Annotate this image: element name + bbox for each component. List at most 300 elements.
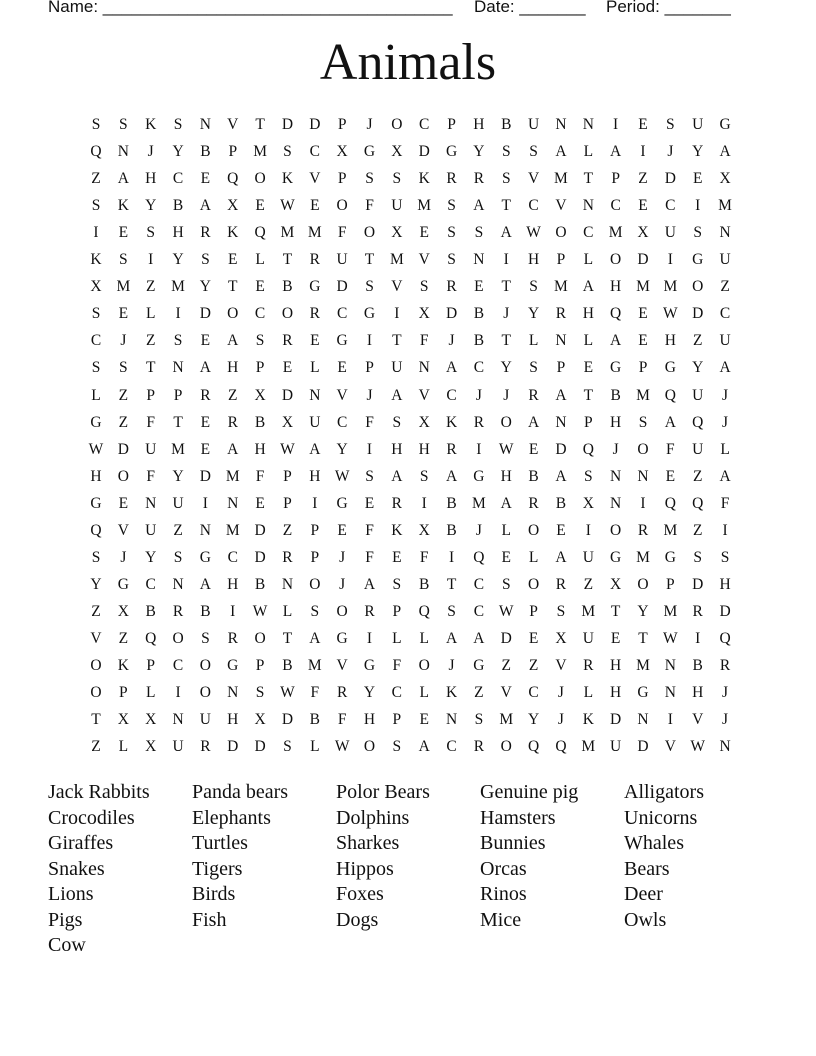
grid-letter[interactable]: S — [119, 251, 128, 269]
grid-letter[interactable]: N — [637, 711, 649, 729]
grid-letter[interactable]: P — [228, 143, 238, 161]
grid-letter[interactable]: C — [391, 684, 403, 702]
grid-letter[interactable]: C — [446, 386, 457, 404]
grid-letter[interactable]: J — [503, 386, 510, 404]
grid-letter[interactable]: C — [145, 575, 156, 593]
grid-letter[interactable]: S — [91, 305, 101, 323]
grid-letter[interactable]: Y — [692, 359, 704, 377]
grid-letter[interactable]: G — [309, 278, 321, 296]
grid-letter[interactable]: Q — [582, 440, 594, 458]
grid-letter[interactable]: D — [692, 305, 704, 323]
grid-letter[interactable]: Q — [418, 602, 430, 620]
grid-letter[interactable]: T — [638, 629, 648, 647]
grid-letter[interactable]: B — [473, 332, 485, 350]
grid-letter[interactable]: V — [555, 657, 567, 674]
grid-letter[interactable]: C — [309, 143, 320, 161]
grid-letter[interactable]: P — [310, 548, 320, 566]
grid-letter[interactable]: L — [528, 332, 539, 350]
grid-letter[interactable]: D — [664, 170, 676, 188]
grid-letter[interactable]: Q — [610, 305, 622, 323]
grid-letter[interactable]: D — [637, 251, 649, 269]
grid-letter[interactable]: I — [93, 224, 99, 242]
grid-letter[interactable]: M — [389, 251, 404, 269]
grid-letter[interactable]: P — [447, 116, 456, 133]
grid-letter[interactable]: M — [663, 521, 678, 539]
grid-letter[interactable]: I — [613, 116, 619, 133]
grid-letter[interactable]: P — [310, 521, 320, 539]
grid-letter[interactable]: N — [664, 684, 676, 702]
grid-letter[interactable]: S — [146, 224, 155, 242]
grid-letter[interactable]: N — [172, 359, 184, 377]
grid-letter[interactable]: O — [418, 657, 430, 674]
grid-letter[interactable]: G — [610, 359, 622, 377]
grid-letter[interactable]: K — [582, 711, 594, 729]
grid-letter[interactable]: I — [202, 494, 208, 512]
grid-letter[interactable]: J — [722, 413, 729, 431]
grid-letter[interactable]: J — [120, 548, 127, 566]
grid-letter[interactable]: N — [199, 116, 211, 133]
grid-letter[interactable]: S — [365, 278, 374, 296]
grid-letter[interactable]: W — [498, 602, 514, 620]
grid-letter[interactable]: C — [473, 602, 485, 620]
grid-letter[interactable]: V — [90, 629, 102, 647]
grid-letter[interactable]: L — [419, 629, 429, 647]
grid-letter[interactable]: G — [664, 548, 676, 566]
grid-letter[interactable]: E — [200, 440, 211, 458]
grid-letter[interactable]: J — [722, 386, 729, 404]
grid-letter[interactable]: B — [419, 575, 430, 593]
grid-letter[interactable]: O — [637, 440, 649, 458]
grid-letter[interactable]: Z — [638, 170, 648, 188]
grid-letter[interactable]: A — [199, 197, 211, 215]
grid-letter[interactable]: R — [583, 657, 594, 674]
grid-letter[interactable]: S — [529, 359, 538, 377]
grid-letter[interactable]: K — [117, 657, 129, 674]
grid-letter[interactable]: J — [147, 143, 154, 161]
grid-letter[interactable]: A — [445, 629, 458, 647]
grid-letter[interactable]: Y — [336, 440, 348, 458]
grid-letter[interactable]: C — [227, 548, 238, 566]
grid-letter[interactable]: M — [171, 278, 185, 296]
grid-letter[interactable]: H — [610, 684, 622, 702]
grid-letter[interactable]: B — [473, 305, 485, 323]
grid-letter[interactable]: I — [667, 251, 673, 269]
grid-letter[interactable]: S — [91, 197, 101, 215]
grid-letter[interactable]: Z — [91, 738, 101, 756]
grid-letter[interactable]: N — [227, 684, 239, 702]
grid-letter[interactable]: I — [640, 143, 646, 161]
grid-letter[interactable]: S — [255, 332, 265, 350]
grid-letter[interactable]: D — [637, 738, 649, 756]
grid-letter[interactable]: X — [610, 575, 622, 593]
grid-letter[interactable]: S — [447, 224, 456, 242]
grid-letter[interactable]: A — [199, 359, 211, 377]
grid-letter[interactable]: G — [664, 359, 676, 377]
grid-letter[interactable]: G — [692, 251, 704, 269]
grid-letter[interactable]: A — [610, 143, 622, 161]
name-field[interactable]: Name: _____________________________________ — [48, 0, 453, 16]
grid-letter[interactable]: R — [200, 738, 211, 756]
grid-letter[interactable]: O — [527, 575, 540, 593]
grid-letter[interactable]: D — [254, 548, 266, 566]
grid-letter[interactable]: O — [172, 629, 184, 647]
grid-letter[interactable]: U — [336, 251, 348, 269]
grid-letter[interactable]: S — [91, 116, 101, 133]
grid-letter[interactable]: F — [720, 494, 730, 512]
grid-letter[interactable]: S — [173, 116, 183, 133]
grid-letter[interactable]: O — [527, 521, 540, 539]
grid-letter[interactable]: Z — [145, 278, 156, 296]
grid-letter[interactable]: H — [664, 332, 676, 350]
grid-letter[interactable]: G — [199, 548, 211, 566]
grid-letter[interactable]: E — [255, 278, 265, 296]
grid-letter[interactable]: S — [419, 467, 429, 485]
grid-letter[interactable]: Z — [118, 629, 129, 647]
grid-letter[interactable]: A — [309, 440, 321, 458]
grid-letter[interactable]: I — [448, 548, 455, 566]
grid-letter[interactable]: G — [117, 575, 129, 593]
grid-letter[interactable]: Z — [282, 521, 293, 539]
grid-letter[interactable]: D — [418, 143, 430, 161]
grid-letter[interactable]: D — [117, 440, 129, 458]
grid-letter[interactable]: S — [501, 575, 511, 593]
grid-letter[interactable]: F — [419, 548, 429, 566]
grid-letter[interactable]: F — [419, 332, 429, 350]
grid-letter[interactable]: W — [88, 440, 104, 458]
grid-letter[interactable]: Z — [91, 170, 101, 188]
grid-letter[interactable]: B — [610, 386, 621, 404]
grid-letter[interactable]: N — [637, 467, 649, 485]
grid-letter[interactable]: S — [556, 602, 566, 620]
grid-letter[interactable]: N — [582, 116, 594, 133]
grid-letter[interactable]: Y — [145, 548, 157, 566]
grid-letter[interactable]: S — [501, 170, 511, 188]
grid-letter[interactable]: V — [336, 386, 348, 404]
grid-letter[interactable]: J — [503, 305, 510, 323]
grid-letter[interactable]: S — [583, 467, 593, 485]
grid-letter[interactable]: H — [254, 440, 266, 458]
grid-letter[interactable]: V — [227, 116, 239, 133]
grid-letter[interactable]: L — [501, 521, 511, 539]
grid-letter[interactable]: P — [337, 116, 347, 133]
grid-letter[interactable]: B — [528, 467, 539, 485]
grid-letter[interactable]: R — [391, 494, 403, 512]
grid-letter[interactable]: W — [252, 602, 268, 620]
grid-letter[interactable]: M — [581, 602, 596, 620]
grid-letter[interactable]: A — [309, 629, 321, 647]
grid-letter[interactable]: E — [310, 197, 320, 215]
grid-letter[interactable]: J — [722, 684, 729, 702]
grid-letter[interactable]: R — [364, 602, 375, 620]
grid-letter[interactable]: U — [391, 359, 403, 377]
grid-letter[interactable]: E — [501, 548, 511, 566]
grid-letter[interactable]: R — [473, 738, 485, 756]
grid-letter[interactable]: Z — [145, 332, 156, 350]
grid-letter[interactable]: O — [199, 684, 211, 702]
grid-letter[interactable]: H — [610, 413, 622, 431]
grid-letter[interactable]: A — [582, 278, 594, 296]
grid-letter[interactable]: P — [392, 602, 402, 620]
grid-letter[interactable]: D — [610, 711, 622, 729]
grid-letter[interactable]: D — [281, 711, 294, 729]
grid-letter[interactable]: T — [364, 251, 375, 269]
grid-letter[interactable]: O — [254, 170, 266, 188]
grid-letter[interactable]: O — [500, 413, 512, 431]
grid-letter[interactable]: R — [473, 413, 485, 431]
grid-letter[interactable]: O — [692, 278, 704, 296]
grid-letter[interactable]: L — [145, 305, 156, 323]
grid-letter[interactable]: H — [692, 684, 704, 702]
grid-letter[interactable]: A — [227, 440, 239, 458]
grid-letter[interactable]: K — [117, 197, 129, 215]
grid-letter[interactable]: M — [253, 143, 267, 161]
grid-letter[interactable]: M — [636, 386, 650, 404]
grid-letter[interactable]: I — [394, 305, 400, 323]
grid-letter[interactable]: H — [90, 467, 102, 485]
grid-letter[interactable]: H — [610, 657, 622, 674]
grid-letter[interactable]: P — [638, 359, 648, 377]
grid-letter[interactable]: I — [722, 521, 728, 539]
grid-letter[interactable]: Q — [555, 738, 567, 756]
grid-letter[interactable]: Q — [692, 494, 704, 512]
grid-letter[interactable]: J — [475, 386, 482, 404]
grid-letter[interactable]: O — [336, 197, 348, 215]
grid-letter[interactable]: O — [363, 738, 376, 756]
grid-letter[interactable]: P — [556, 251, 566, 269]
grid-letter[interactable]: H — [363, 711, 376, 729]
grid-letter[interactable]: M — [225, 521, 240, 539]
grid-letter[interactable]: A — [555, 467, 567, 485]
grid-letter[interactable]: K — [445, 684, 458, 702]
grid-letter[interactable]: S — [501, 143, 511, 161]
grid-letter[interactable]: Z — [228, 386, 238, 404]
grid-letter[interactable]: G — [90, 413, 102, 431]
grid-letter[interactable]: I — [312, 494, 318, 512]
grid-letter[interactable]: X — [391, 224, 403, 242]
grid-letter[interactable]: O — [610, 251, 622, 269]
grid-letter[interactable]: S — [173, 548, 183, 566]
grid-letter[interactable]: M — [471, 494, 486, 512]
grid-letter[interactable]: L — [720, 440, 730, 458]
grid-letter[interactable]: E — [200, 332, 211, 350]
grid-letter[interactable]: I — [366, 332, 373, 350]
grid-letter[interactable]: W — [498, 440, 514, 458]
grid-letter[interactable]: N — [719, 738, 731, 756]
grid-letter[interactable]: T — [501, 278, 511, 296]
grid-letter[interactable]: F — [146, 467, 155, 485]
grid-letter[interactable]: V — [336, 657, 348, 674]
grid-letter[interactable]: S — [173, 332, 183, 350]
grid-letter[interactable]: Y — [692, 143, 704, 161]
grid-letter[interactable]: H — [582, 305, 594, 323]
grid-letter[interactable]: G — [363, 143, 376, 161]
grid-letter[interactable]: Q — [90, 521, 102, 539]
grid-letter[interactable]: E — [118, 224, 129, 242]
grid-letter[interactable]: P — [529, 602, 538, 620]
grid-letter[interactable]: W — [663, 629, 678, 647]
grid-letter[interactable]: E — [200, 170, 211, 188]
grid-letter[interactable]: E — [610, 629, 621, 647]
grid-letter[interactable]: Z — [692, 467, 703, 485]
grid-letter[interactable]: Y — [363, 684, 376, 702]
grid-letter[interactable]: W — [334, 738, 350, 756]
grid-letter[interactable]: B — [254, 575, 266, 593]
grid-letter[interactable]: L — [255, 251, 265, 269]
grid-letter[interactable]: Q — [90, 143, 102, 161]
grid-letter[interactable]: I — [230, 602, 236, 620]
grid-letter[interactable]: W — [526, 224, 541, 242]
grid-letter[interactable]: E — [638, 116, 648, 133]
grid-letter[interactable]: Y — [527, 711, 540, 729]
grid-letter[interactable]: T — [173, 413, 183, 431]
grid-letter[interactable]: R — [446, 170, 457, 188]
grid-letter[interactable]: X — [145, 711, 157, 729]
grid-letter[interactable]: K — [227, 224, 239, 242]
grid-letter[interactable]: A — [719, 143, 731, 161]
grid-letter[interactable]: S — [392, 738, 402, 756]
grid-letter[interactable]: Z — [118, 386, 129, 404]
grid-letter[interactable]: T — [282, 251, 293, 269]
grid-letter[interactable]: P — [146, 657, 155, 674]
grid-letter[interactable]: V — [418, 251, 430, 269]
grid-letter[interactable]: S — [310, 602, 320, 620]
grid-letter[interactable]: N — [555, 332, 567, 350]
grid-letter[interactable]: I — [585, 521, 591, 539]
grid-letter[interactable]: M — [554, 278, 568, 296]
grid-letter[interactable]: P — [365, 359, 374, 377]
grid-letter[interactable]: O — [254, 629, 266, 647]
grid-letter[interactable]: A — [664, 413, 676, 431]
grid-letter[interactable]: G — [336, 629, 348, 647]
grid-letter[interactable]: J — [120, 332, 127, 350]
grid-letter[interactable]: M — [280, 224, 295, 242]
grid-letter[interactable]: S — [365, 467, 374, 485]
grid-letter[interactable]: R — [309, 251, 320, 269]
grid-letter[interactable]: A — [363, 575, 376, 593]
grid-letter[interactable]: A — [473, 197, 485, 215]
grid-letter[interactable]: N — [172, 575, 184, 593]
grid-letter[interactable]: J — [366, 386, 373, 404]
grid-letter[interactable]: H — [172, 224, 184, 242]
grid-letter[interactable]: N — [418, 359, 430, 377]
grid-letter[interactable]: N — [555, 413, 567, 431]
grid-letter[interactable]: G — [336, 494, 348, 512]
grid-letter[interactable]: H — [227, 359, 239, 377]
grid-letter[interactable]: B — [692, 657, 703, 674]
grid-letter[interactable]: J — [366, 116, 373, 133]
grid-letter[interactable]: I — [695, 197, 701, 215]
grid-letter[interactable]: C — [528, 197, 539, 215]
grid-letter[interactable]: E — [337, 521, 347, 539]
grid-letter[interactable]: C — [719, 305, 731, 323]
grid-letter[interactable]: E — [638, 197, 648, 215]
grid-letter[interactable]: A — [500, 224, 512, 242]
grid-letter[interactable]: Q — [719, 629, 731, 647]
grid-letter[interactable]: S — [419, 278, 429, 296]
grid-letter[interactable]: T — [583, 170, 594, 188]
grid-letter[interactable]: E — [474, 278, 484, 296]
grid-letter[interactable]: I — [175, 305, 181, 323]
grid-letter[interactable]: X — [254, 711, 266, 729]
grid-letter[interactable]: Q — [254, 224, 266, 242]
grid-letter[interactable]: S — [693, 548, 702, 566]
grid-letter[interactable]: T — [501, 197, 511, 215]
grid-letter[interactable]: S — [201, 251, 210, 269]
grid-letter[interactable]: T — [501, 332, 511, 350]
grid-letter[interactable]: M — [663, 602, 678, 620]
grid-letter[interactable]: Q — [664, 494, 676, 512]
grid-letter[interactable]: E — [118, 494, 129, 512]
grid-letter[interactable]: B — [501, 116, 512, 133]
grid-letter[interactable]: Z — [692, 521, 703, 539]
grid-letter[interactable]: X — [555, 629, 567, 647]
grid-letter[interactable]: U — [692, 386, 704, 404]
grid-letter[interactable]: E — [228, 251, 238, 269]
grid-letter[interactable]: Z — [583, 575, 594, 593]
grid-letter[interactable]: Z — [173, 521, 183, 539]
grid-letter[interactable]: V — [309, 170, 321, 188]
grid-letter[interactable]: E — [200, 413, 211, 431]
grid-letter[interactable]: U — [610, 738, 622, 756]
grid-letter[interactable]: S — [474, 711, 484, 729]
grid-letter[interactable]: G — [719, 116, 731, 133]
grid-letter[interactable]: H — [391, 440, 403, 458]
grid-letter[interactable]: E — [255, 494, 265, 512]
grid-letter[interactable]: E — [665, 467, 676, 485]
grid-letter[interactable]: X — [719, 170, 731, 188]
grid-letter[interactable]: F — [666, 440, 675, 458]
grid-letter[interactable]: T — [91, 711, 101, 729]
grid-letter[interactable]: U — [391, 197, 403, 215]
grid-letter[interactable]: Q — [227, 170, 239, 188]
grid-letter[interactable]: L — [282, 602, 293, 620]
grid-letter[interactable]: M — [581, 738, 596, 756]
grid-letter[interactable]: D — [336, 278, 348, 296]
grid-letter[interactable]: O — [363, 224, 376, 242]
grid-letter[interactable]: X — [418, 521, 430, 539]
grid-letter[interactable]: I — [476, 440, 482, 458]
grid-letter[interactable]: D — [227, 738, 239, 756]
grid-letter[interactable]: I — [503, 251, 509, 269]
grid-letter[interactable]: V — [555, 197, 567, 215]
grid-letter[interactable]: Y — [172, 251, 184, 269]
grid-letter[interactable]: L — [310, 738, 320, 756]
grid-letter[interactable]: N — [117, 143, 129, 161]
grid-letter[interactable]: M — [307, 224, 322, 242]
grid-letter[interactable]: A — [227, 332, 239, 350]
grid-letter[interactable]: P — [392, 711, 402, 729]
grid-letter[interactable]: N — [610, 494, 622, 512]
grid-letter[interactable]: N — [719, 224, 731, 242]
grid-letter[interactable]: E — [692, 170, 703, 188]
grid-letter[interactable]: L — [419, 684, 429, 702]
grid-letter[interactable]: O — [391, 116, 403, 133]
grid-letter[interactable]: Y — [145, 197, 157, 215]
grid-letter[interactable]: U — [582, 629, 594, 647]
grid-letter[interactable]: D — [719, 602, 731, 620]
grid-letter[interactable]: U — [692, 116, 704, 133]
period-field[interactable]: Period: _______ — [606, 0, 731, 16]
grid-letter[interactable]: U — [719, 251, 731, 269]
grid-letter[interactable]: S — [447, 251, 456, 269]
grid-letter[interactable]: I — [366, 440, 373, 458]
grid-letter[interactable]: P — [611, 170, 620, 188]
grid-letter[interactable]: I — [695, 629, 701, 647]
grid-letter[interactable]: A — [418, 738, 430, 756]
grid-letter[interactable]: P — [146, 386, 155, 404]
grid-letter[interactable]: S — [119, 359, 128, 377]
grid-letter[interactable]: C — [254, 305, 266, 323]
